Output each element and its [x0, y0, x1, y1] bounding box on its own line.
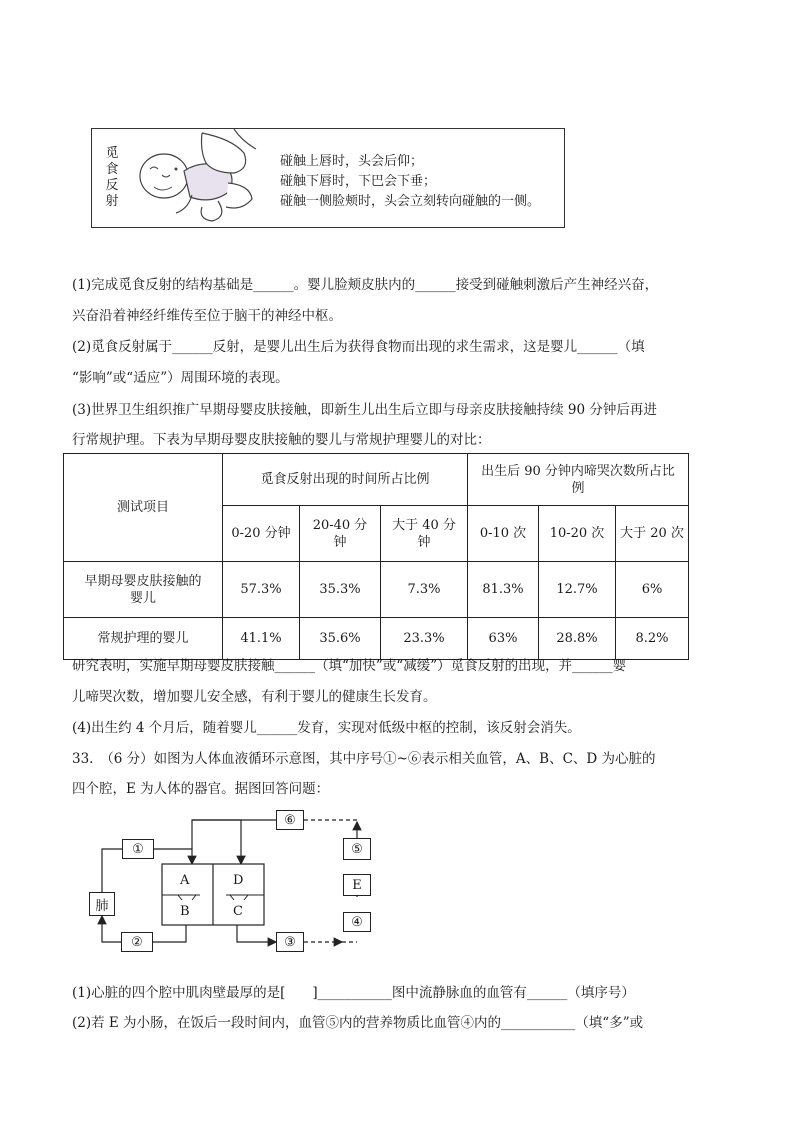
vessel-6: ⑥ — [276, 810, 304, 830]
figure-line-3: 碰触一侧脸颊时，头会立刻转向碰触的一侧。 — [280, 194, 541, 209]
lung-box: 肺 — [89, 892, 115, 916]
vessel-1: ① — [122, 839, 154, 859]
row-name: 早期母婴皮肤接触的 婴儿 — [64, 562, 223, 618]
question-33-line-b: 四个腔，E 为人体的器官。据图回答问题： — [72, 781, 330, 797]
question-2-line-b: “影响”或“适应”）周围环境的表现。 — [72, 370, 289, 386]
question-1-line-b: 兴奋沿着神经纤维传至位于脑干的神经中枢。 — [72, 308, 342, 324]
col-0-10: 0-10 次 — [468, 506, 539, 562]
question-4-line: (4)出生约 4 个月后，随着婴儿______发育，实现对低级中枢的控制，该反射会消失。 — [72, 720, 581, 736]
col-gt-40min: 大于 40 分 钟 — [381, 506, 468, 562]
chamber-d: D — [233, 873, 244, 888]
table-header-item: 测试项目 — [64, 454, 223, 562]
table-header-group-1: 觅食反射出现的时间所占比例 — [223, 454, 468, 506]
question-33-2: (2)若 E 为小肠，在饭后一段时间内，血管⑤内的营养物质比血管④内的___________（填“多”或 — [72, 1015, 644, 1031]
col-gt-20: 大于 20 次 — [616, 506, 689, 562]
organ-e: E — [343, 874, 371, 896]
group-2-line-a: 出生后 90 分钟内啼哭次数所占比 — [481, 463, 675, 479]
figure-line-2: 碰触下唇时，下巴会下垂； — [280, 174, 437, 189]
research-line-a: 研究表明，实施早期母婴皮肤接触______（填“加快”或“减缓”）觅食反射的出现，并______婴 — [72, 658, 627, 674]
table-cell: 12.7% — [539, 562, 616, 618]
question-1-line-a: (1)完成觅食反射的结构基础是______。婴儿脸颊皮肤内的______接受到碰触刺激后产生神经兴奋， — [72, 277, 659, 293]
table-cell: 35.3% — [300, 562, 381, 618]
research-line-b: 儿啼哭次数，增加婴儿安全感，有利于婴儿的健康生长发育。 — [72, 689, 437, 705]
table-cell: 35.6% — [300, 618, 381, 660]
vessel-2: ② — [121, 932, 153, 952]
table-cell: 6% — [616, 562, 689, 618]
chamber-c: C — [233, 904, 243, 919]
table-cell: 63% — [468, 618, 539, 660]
table-cell: 8.2% — [616, 618, 689, 660]
chamber-a: A — [180, 873, 190, 888]
table-cell: 23.3% — [381, 618, 468, 660]
question-33-line-a: 33. （6 分）如图为人体血液循环示意图，其中序号①~⑥表示相关血管，A、B、C、D 为心脏的 — [72, 751, 656, 767]
vessel-5: ⑤ — [343, 838, 371, 860]
col-20-40min: 20-40 分 钟 — [300, 506, 381, 562]
row-name: 常规护理的婴儿 — [64, 618, 223, 660]
col-10-20: 10-20 次 — [539, 506, 616, 562]
figure-label: 觅食反射 — [105, 146, 119, 209]
question-3-line-a: (3)世界卫生组织推广早期母婴皮肤接触，即新生儿出生后立即与母亲皮肤接触持续 90 分钟后再进 — [72, 402, 657, 418]
table-cell: 41.1% — [223, 618, 300, 660]
group-2-line-b: 例 — [571, 480, 585, 496]
question-2-line-a: (2)觅食反射属于______反射，是婴儿出生后为获得食物而出现的求生需求，这是婴儿______（填 — [72, 339, 645, 355]
chamber-b: B — [180, 904, 190, 919]
table-cell: 57.3% — [223, 562, 300, 618]
col-0-20min: 0-20 分钟 — [223, 506, 300, 562]
table-cell: 7.3% — [381, 562, 468, 618]
table-cell: 28.8% — [539, 618, 616, 660]
question-3-line-b: 行常规护理。下表为早期母婴皮肤接触的婴儿与常规护理婴儿的对比： — [72, 432, 491, 448]
vessel-4: ④ — [343, 912, 371, 932]
vessel-3: ③ — [276, 932, 304, 952]
figure-line-1: 碰触上唇时，头会后仰； — [280, 154, 424, 169]
table-cell: 81.3% — [468, 562, 539, 618]
question-33-1: (1)心脏的四个腔中肌肉壁最厚的是[ ]___________图中流静脉血的血管有______（填序号） — [72, 985, 635, 1001]
